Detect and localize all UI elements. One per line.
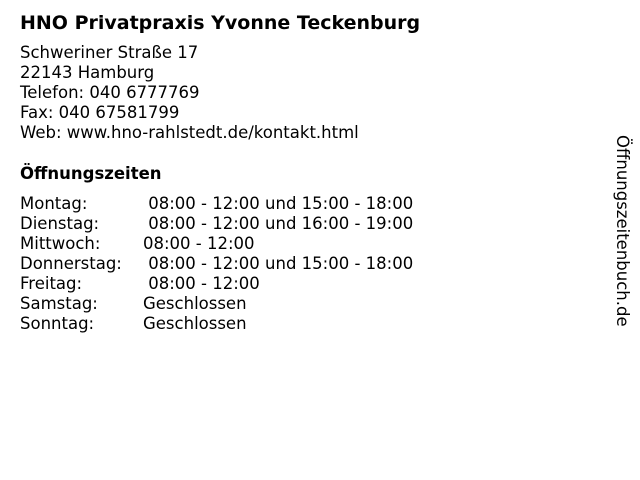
street-address: Schweriner Straße 17 bbox=[20, 43, 199, 62]
phone-number: Telefon: 040 6777769 bbox=[20, 83, 200, 102]
opening-hours-heading: Öffnungszeiten bbox=[20, 164, 162, 183]
day-hours: 08:00 - 12:00 und 15:00 - 18:00 bbox=[143, 254, 414, 273]
contact-block bbox=[20, 43, 359, 143]
day-hours: Geschlossen bbox=[143, 294, 247, 313]
hours-row-thursday bbox=[20, 254, 413, 274]
day-label: Donnerstag: bbox=[20, 254, 122, 273]
day-hours: 08:00 - 12:00 und 16:00 - 19:00 bbox=[143, 214, 414, 233]
hours-row-tuesday bbox=[20, 214, 413, 234]
hours-row-sunday bbox=[20, 314, 413, 334]
brand-watermark: Öffnungszeitenbuch.de bbox=[613, 135, 632, 327]
day-hours: 08:00 - 12:00 bbox=[143, 274, 260, 293]
hours-row-monday bbox=[20, 194, 413, 214]
day-label: Montag: bbox=[20, 194, 88, 213]
opening-hours-table bbox=[20, 194, 413, 334]
day-hours: 08:00 - 12:00 und 15:00 - 18:00 bbox=[143, 194, 414, 213]
hours-row-friday bbox=[20, 274, 413, 294]
city-address: 22143 Hamburg bbox=[20, 63, 155, 82]
day-label: Samstag: bbox=[20, 294, 98, 313]
day-label: Mittwoch: bbox=[20, 234, 101, 253]
day-label: Dienstag: bbox=[20, 214, 100, 233]
hours-row-saturday bbox=[20, 294, 413, 314]
day-label: Sonntag: bbox=[20, 314, 95, 333]
day-hours: Geschlossen bbox=[143, 314, 247, 333]
day-label: Freitag: bbox=[20, 274, 83, 293]
day-hours: 08:00 - 12:00 bbox=[143, 234, 255, 253]
website-url: Web: www.hno-rahlstedt.de/kontakt.html bbox=[20, 123, 359, 142]
practice-title: HNO Privatpraxis Yvonne Teckenburg bbox=[20, 12, 421, 34]
fax-number: Fax: 040 67581799 bbox=[20, 103, 180, 122]
hours-row-wednesday bbox=[20, 234, 413, 254]
